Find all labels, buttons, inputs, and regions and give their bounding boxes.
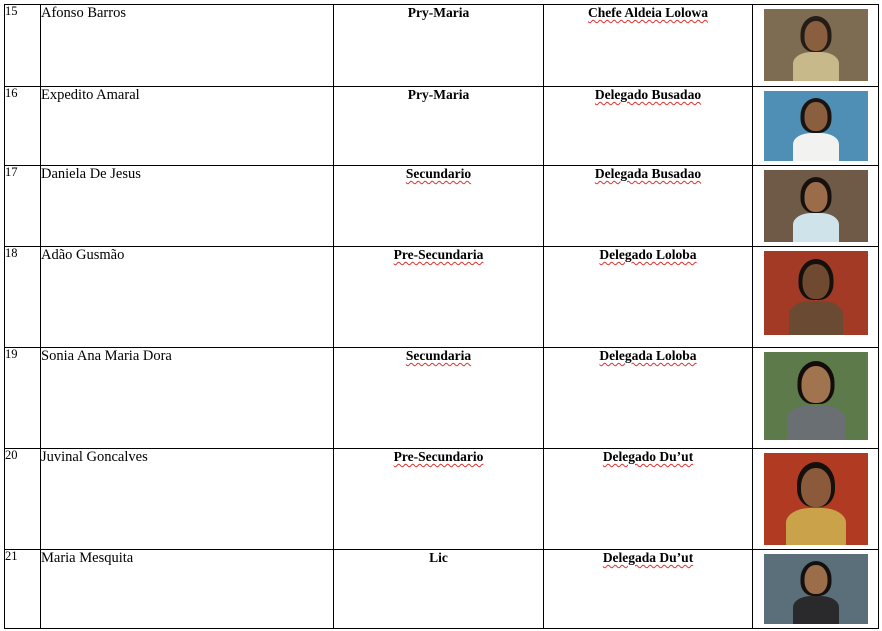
table-row xyxy=(5,166,879,247)
position-title xyxy=(544,5,753,87)
person-name: Maria Mesquita xyxy=(41,550,334,629)
person-name: Adão Gusmão xyxy=(41,247,334,348)
education-level xyxy=(334,449,544,550)
position-title xyxy=(544,87,753,166)
position-text: Chefe Aldeia Lolowa xyxy=(588,5,708,20)
person-name: Juvinal Goncalves xyxy=(41,449,334,550)
education-text: Secundario xyxy=(405,166,472,181)
education-level xyxy=(334,166,544,247)
photo-cell xyxy=(753,550,879,629)
table-row xyxy=(5,449,879,550)
education-text: Pry-Maria xyxy=(407,87,470,102)
roster-table xyxy=(4,4,879,629)
table-row xyxy=(5,348,879,449)
row-number: 19 xyxy=(5,348,41,449)
row-number: 20 xyxy=(5,449,41,550)
education-text: Pre-Secundario xyxy=(393,449,484,464)
row-number: 18 xyxy=(5,247,41,348)
photo-cell xyxy=(753,87,879,166)
position-text: Delegada Loloba xyxy=(599,348,697,363)
education-text: Lic xyxy=(429,550,448,565)
education-level xyxy=(334,247,544,348)
portrait-maria-mesquita xyxy=(764,554,868,624)
education-text: Pry-Maria xyxy=(407,5,470,20)
position-text: Delegada Busadao xyxy=(594,166,702,181)
table-row xyxy=(5,247,879,348)
position-title xyxy=(544,449,753,550)
position-text: Delegada Du’ut xyxy=(602,550,694,565)
table-row xyxy=(5,550,879,629)
table-row xyxy=(5,87,879,166)
person-name: Sonia Ana Maria Dora xyxy=(41,348,334,449)
row-number: 16 xyxy=(5,87,41,166)
document-page xyxy=(0,4,882,631)
photo-cell xyxy=(753,247,879,348)
education-text: Pre-Secundaria xyxy=(393,247,484,262)
row-number: 15 xyxy=(5,5,41,87)
position-text: Delegado Du’ut xyxy=(602,449,694,464)
portrait-expedito-amaral xyxy=(764,91,868,161)
position-title xyxy=(544,166,753,247)
row-number: 21 xyxy=(5,550,41,629)
portrait-sonia-ana-maria-dora xyxy=(764,352,868,440)
photo-cell xyxy=(753,5,879,87)
photo-cell xyxy=(753,166,879,247)
portrait-afonso-barros xyxy=(764,9,868,81)
education-level xyxy=(334,348,544,449)
position-title xyxy=(544,247,753,348)
position-title xyxy=(544,348,753,449)
portrait-juvinal-goncalves xyxy=(764,453,868,545)
position-text: Delegado Loloba xyxy=(599,247,697,262)
person-name: Expedito Amaral xyxy=(41,87,334,166)
row-number: 17 xyxy=(5,166,41,247)
position-text: Delegado Busadao xyxy=(594,87,702,102)
portrait-daniela-de-jesus xyxy=(764,170,868,242)
position-title xyxy=(544,550,753,629)
education-level xyxy=(334,87,544,166)
education-text: Secundaria xyxy=(405,348,472,363)
person-name: Daniela De Jesus xyxy=(41,166,334,247)
education-level xyxy=(334,550,544,629)
photo-cell xyxy=(753,449,879,550)
table-row xyxy=(5,5,879,87)
portrait-adao-gusmao xyxy=(764,251,868,335)
photo-cell xyxy=(753,348,879,449)
education-level xyxy=(334,5,544,87)
person-name: Afonso Barros xyxy=(41,5,334,87)
